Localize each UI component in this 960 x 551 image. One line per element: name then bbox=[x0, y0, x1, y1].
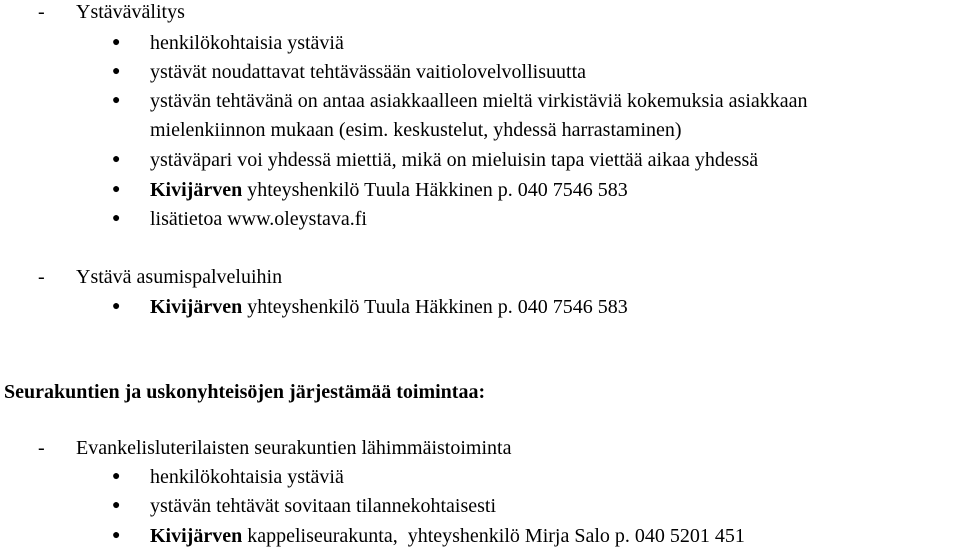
list-item-text: ystävät noudattavat tehtävässään vaitiolovelvollisuutta bbox=[150, 61, 586, 83]
list-item-text: ystävän tehtävät sovitaan tilannekohtaisesti bbox=[150, 495, 497, 517]
bullet-icon: ● bbox=[112, 35, 121, 50]
bullet-icon: ● bbox=[112, 211, 121, 226]
list-item-text bbox=[150, 524, 745, 548]
dash-marker: - bbox=[38, 1, 45, 23]
dash-marker: - bbox=[38, 437, 45, 459]
list-item-text: henkilökohtaisia ystäviä bbox=[150, 32, 344, 54]
contact-text: kappeliseurakunta, yhteyshenkilö Mirja Salo p. 040 5201 451 bbox=[242, 525, 745, 547]
bullet-icon: ● bbox=[112, 299, 121, 314]
list-item-text bbox=[150, 295, 628, 319]
bullet-icon: ● bbox=[112, 64, 121, 79]
list-item-text: ystäväpari voi yhdessä miettiä, mikä on mieluisin tapa viettää aikaa yhdessä bbox=[150, 149, 759, 171]
bold-place-name: Kivijärven bbox=[150, 296, 243, 318]
list-item-text: mielenkiinnon mukaan (esim. keskustelut, yhdessä harrastaminen) bbox=[150, 119, 682, 141]
bold-place-name: Kivijärven bbox=[150, 179, 243, 201]
bullet-icon: ● bbox=[112, 528, 121, 543]
list-item-text: ystävän tehtävänä on antaa asiakkaalleen mieltä virkistäviä kokemuksia asiakkaan bbox=[150, 90, 808, 112]
section-title: Ystävävälitys bbox=[76, 1, 185, 23]
contact-text: yhteyshenkilö Tuula Häkkinen p. 040 7546 583 bbox=[242, 179, 628, 201]
list-item-text: lisätietoa www.oleystava.fi bbox=[150, 208, 367, 230]
page-heading: Seurakuntien ja uskonyhteisöjen järjestämää toimintaa: bbox=[4, 381, 486, 403]
section-title: Evankelisluterilaisten seurakuntien lähimmäistoiminta bbox=[76, 437, 512, 459]
section-title: Ystävä asumispalveluihin bbox=[76, 266, 283, 288]
dash-marker: - bbox=[38, 266, 45, 288]
bullet-icon: ● bbox=[112, 498, 121, 513]
bullet-icon: ● bbox=[112, 152, 121, 167]
list-item-text: henkilökohtaisia ystäviä bbox=[150, 466, 344, 488]
bullet-icon: ● bbox=[112, 93, 121, 108]
bullet-icon: ● bbox=[112, 469, 121, 484]
contact-text: yhteyshenkilö Tuula Häkkinen p. 040 7546 583 bbox=[242, 296, 628, 318]
bullet-icon: ● bbox=[112, 182, 121, 197]
list-item-text bbox=[150, 178, 628, 202]
bold-place-name: Kivijärven bbox=[150, 525, 243, 547]
